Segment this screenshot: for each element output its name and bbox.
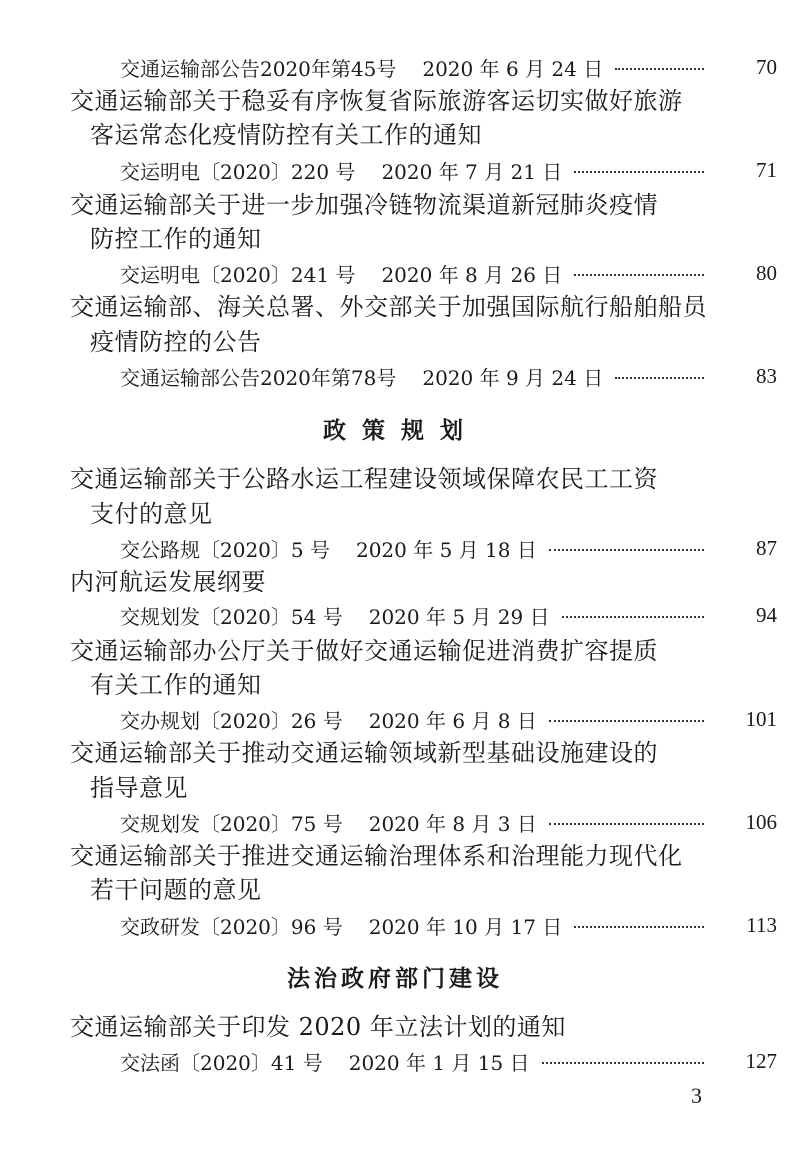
doc-number: 交通运输部公告2020年第45号 bbox=[120, 56, 397, 81]
doc-number: 交公路规〔2020〕5 号 bbox=[120, 537, 330, 562]
folio-page-number: 3 bbox=[691, 1083, 702, 1108]
page-number: 101 bbox=[745, 706, 777, 731]
doc-date: 2020 年 6 月 8 日 bbox=[368, 708, 537, 733]
toc-entry-meta bbox=[120, 600, 777, 630]
toc-entry-meta bbox=[120, 52, 777, 82]
toc-entry-title: 交通运输部关于稳妥有序恢复省际旅游客运切实做好旅游 bbox=[70, 87, 683, 115]
doc-date: 2020 年 10 月 17 日 bbox=[368, 914, 563, 939]
toc-entry-meta bbox=[120, 361, 777, 391]
doc-number: 交运明电〔2020〕241 号 bbox=[120, 262, 356, 287]
doc-number: 交运明电〔2020〕220 号 bbox=[120, 159, 356, 184]
dot-leader bbox=[615, 377, 704, 379]
toc-entry-meta bbox=[120, 704, 777, 734]
page-number: 127 bbox=[745, 1048, 777, 1073]
toc-entry-title: 客运常态化疫情防控有关工作的通知 bbox=[90, 121, 482, 149]
doc-date: 2020 年 1 月 15 日 bbox=[348, 1050, 530, 1075]
toc-entry-title: 防控工作的通知 bbox=[90, 225, 262, 253]
dot-leader bbox=[562, 616, 704, 618]
doc-number: 交通运输部公告2020年第78号 bbox=[120, 365, 397, 390]
toc-entry-meta bbox=[120, 258, 777, 288]
doc-date: 2020 年 5 月 29 日 bbox=[368, 604, 550, 629]
toc-entry-title: 若干问题的意见 bbox=[90, 876, 262, 904]
dot-leader bbox=[574, 926, 704, 928]
toc-entry-meta bbox=[120, 155, 777, 185]
toc-entry-title: 有关工作的通知 bbox=[90, 671, 262, 699]
toc-entry-title: 交通运输部关于公路水运工程建设领域保障农民工工资 bbox=[70, 465, 658, 493]
doc-date: 2020 年 9 月 24 日 bbox=[422, 365, 604, 390]
doc-date: 2020 年 8 月 26 日 bbox=[381, 262, 563, 287]
doc-number: 交规划发〔2020〕54 号 bbox=[120, 604, 343, 629]
dot-leader bbox=[615, 68, 704, 70]
doc-number: 交法函〔2020〕41 号 bbox=[120, 1050, 323, 1075]
section-heading: 政 策 规 划 bbox=[322, 418, 468, 444]
page-number: 106 bbox=[745, 809, 777, 834]
toc-entry-meta bbox=[120, 1046, 777, 1076]
doc-number: 交政研发〔2020〕96 号 bbox=[120, 914, 343, 939]
toc-entry-title: 交通运输部、海关总署、外交部关于加强国际航行船舶船员 bbox=[70, 293, 707, 321]
toc-entry-title: 交通运输部关于推动交通运输领域新型基础设施建设的 bbox=[70, 739, 658, 767]
toc-entry-title: 交通运输部关于印发 2020 年立法计划的通知 bbox=[70, 1013, 566, 1041]
page-number: 94 bbox=[756, 602, 777, 627]
toc-entry-title: 交通运输部关于推进交通运输治理体系和治理能力现代化 bbox=[70, 842, 683, 870]
toc-entry-meta bbox=[120, 533, 777, 563]
page-number: 70 bbox=[756, 54, 777, 79]
dot-leader bbox=[574, 171, 704, 173]
page-number: 71 bbox=[756, 157, 777, 182]
dot-leader bbox=[549, 823, 704, 825]
page-number: 87 bbox=[756, 535, 777, 560]
page-number: 80 bbox=[756, 260, 777, 285]
dot-leader bbox=[542, 1062, 704, 1064]
dot-leader bbox=[574, 274, 704, 276]
doc-date: 2020 年 7 月 21 日 bbox=[381, 159, 563, 184]
dot-leader bbox=[549, 720, 704, 722]
doc-date: 2020 年 5 月 18 日 bbox=[355, 537, 537, 562]
toc-entry-title: 指导意见 bbox=[90, 774, 188, 802]
toc-entry-title: 内河航运发展纲要 bbox=[70, 568, 266, 596]
doc-number: 交办规划〔2020〕26 号 bbox=[120, 708, 343, 733]
page-number: 83 bbox=[756, 363, 777, 388]
toc-entry-title: 支付的意见 bbox=[90, 500, 213, 528]
doc-date: 2020 年 8 月 3 日 bbox=[368, 811, 537, 836]
toc-entry-meta bbox=[120, 910, 777, 940]
toc-entry-title: 交通运输部办公厅关于做好交通运输促进消费扩容提质 bbox=[70, 637, 658, 665]
page-number: 113 bbox=[746, 912, 777, 937]
doc-number: 交规划发〔2020〕75 号 bbox=[120, 811, 343, 836]
doc-date: 2020 年 6 月 24 日 bbox=[422, 56, 604, 81]
toc-entry-title: 疫情防控的公告 bbox=[90, 328, 262, 356]
toc-entry-meta bbox=[120, 807, 777, 837]
section-heading: 法治政府部门建设 bbox=[287, 966, 503, 992]
dot-leader bbox=[549, 549, 704, 551]
toc-entry-title: 交通运输部关于进一步加强冷链物流渠道新冠肺炎疫情 bbox=[70, 191, 658, 219]
